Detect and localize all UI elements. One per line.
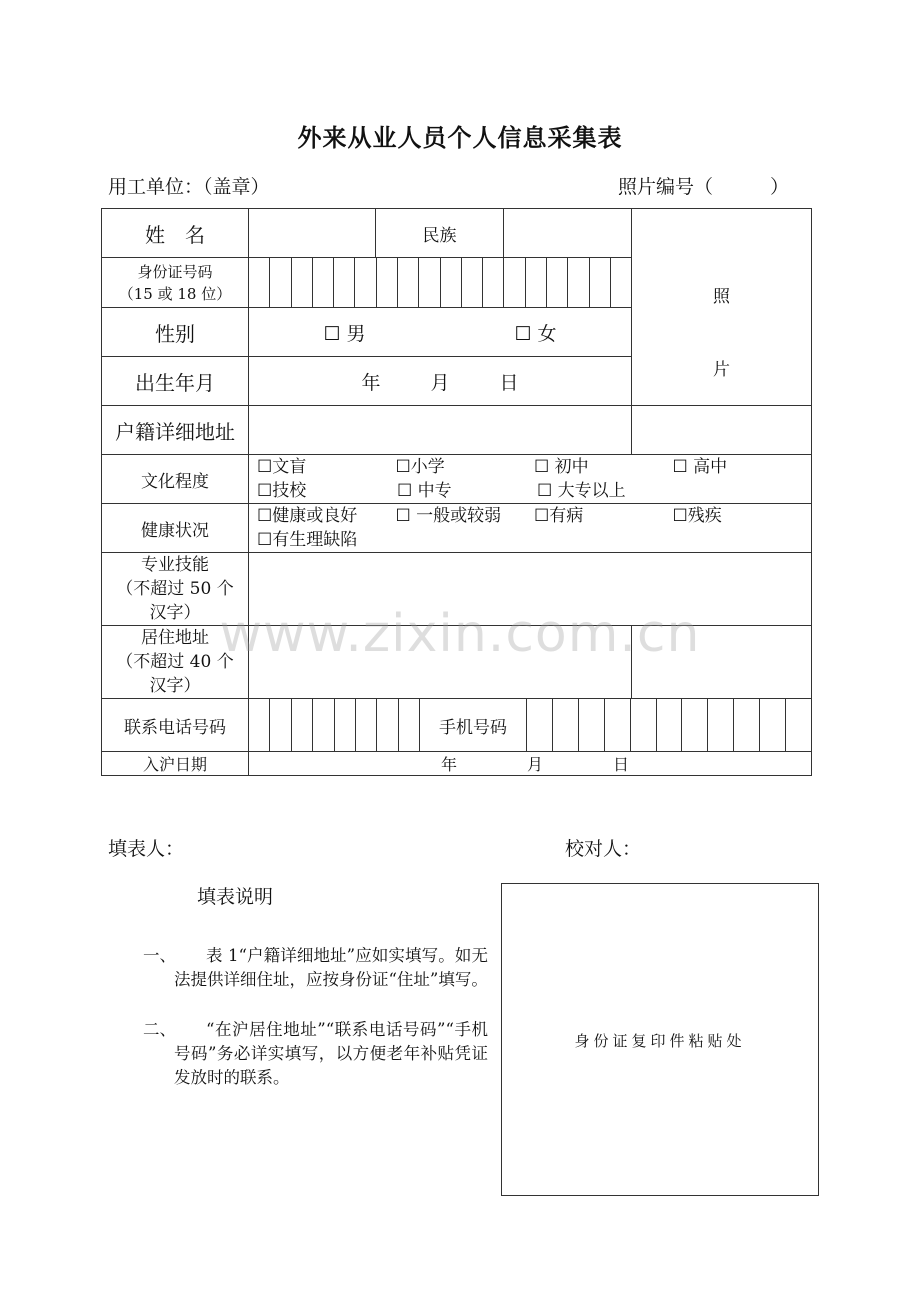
sex-male-checkbox[interactable]: ☐ 男 [323,322,366,345]
edu-vocational-checkbox[interactable]: ☐ 中专 [397,481,452,501]
education-label: 文化程度 [102,455,249,504]
birth-day: 日 [499,371,519,394]
name-label: 姓 名 [102,209,249,258]
notes-title: 填表说明 [197,886,274,908]
edu-college-checkbox[interactable]: ☐ 大专以上 [537,481,626,501]
edu-illiterate-checkbox[interactable]: ☐文盲 [257,457,307,477]
edu-senior-checkbox[interactable]: ☐ 高中 [672,457,728,477]
phone-label: 联系电话号码 [102,699,249,752]
health-defect-checkbox[interactable]: ☐有生理缺陷 [257,530,358,550]
id-number-label: 身份证号码 （15 或 18 位） [102,258,249,308]
entry-day: 日 [613,755,630,774]
residence-label: 居住地址 （不超过 40 个 汉字） [102,626,249,699]
household-address-field[interactable] [249,406,632,455]
filler-signature-label: 填表人： [108,838,185,860]
sex-label: 性别 [102,308,249,357]
entry-month: 月 [526,755,543,774]
sex-female-checkbox[interactable]: ☐ 女 [514,322,557,345]
education-options [249,455,812,504]
entry-date-field[interactable] [249,752,812,776]
birth-label: 出生年月 [102,357,249,406]
birth-year: 年 [361,371,381,394]
id-number-field[interactable] [249,258,632,308]
health-label: 健康状况 [102,504,249,553]
mobile-label: 手机号码 [420,699,527,751]
photo-char-2: 片 [713,360,730,380]
id-digit-boxes [249,258,631,307]
phone-row [249,699,812,752]
note-item-1 [143,944,488,992]
ethnicity-label: 民族 [376,209,504,258]
entry-year: 年 [440,755,457,774]
entry-date-label: 入沪日期 [102,752,249,776]
health-weak-checkbox[interactable]: ☐ 一般或较弱 [395,506,502,526]
employer-label: 用工单位：（盖章） [108,176,270,198]
edu-technical-checkbox[interactable]: ☐技校 [257,481,307,501]
health-sick-checkbox[interactable]: ☐有病 [534,506,584,526]
edu-junior-checkbox[interactable]: ☐ 初中 [534,457,589,477]
note-1-text: 表 1“户籍详细地址”应如实填写。如无法提供详细住址，应按身份证“住址”填写。 [174,946,488,989]
note-2-number: 二、 [143,1020,176,1039]
ethnicity-field[interactable] [504,209,632,258]
photo-number-label: 照片编号（ ） [618,176,790,198]
name-field[interactable] [249,209,376,258]
sex-field [249,308,632,357]
birth-month: 月 [430,371,450,394]
household-address-label: 户籍详细地址 [102,406,249,455]
photo-area[interactable] [632,209,812,406]
health-disabled-checkbox[interactable]: ☐残疾 [672,506,722,526]
note-item-2 [143,1018,488,1090]
edu-primary-checkbox[interactable]: ☐小学 [395,457,445,477]
mobile-digit-boxes[interactable] [527,699,811,751]
id-copy-label: 身份证复印件粘贴处 [574,1032,746,1050]
skill-label: 专业技能 （不超过 50 个 汉字） [102,553,249,626]
health-good-checkbox[interactable]: ☐健康或良好 [257,506,358,526]
note-1-number: 一、 [143,946,176,965]
phone-digit-boxes[interactable] [249,699,420,751]
checker-signature-label: 校对人： [565,838,642,860]
note-2-text: “在沪居住地址”“联系电话号码”“手机号码”务必详实填写，以方便老年补贴凭证发放时的联系。 [174,1020,488,1087]
photo-char-1: 照 [713,287,730,307]
info-form-table [101,208,812,776]
watermark: www.zixin.com.cn [219,604,701,664]
household-address-extra [632,406,812,455]
health-options [249,504,812,553]
page-title: 外来从业人员个人信息采集表 [297,123,623,152]
birth-date-field[interactable] [249,357,632,406]
